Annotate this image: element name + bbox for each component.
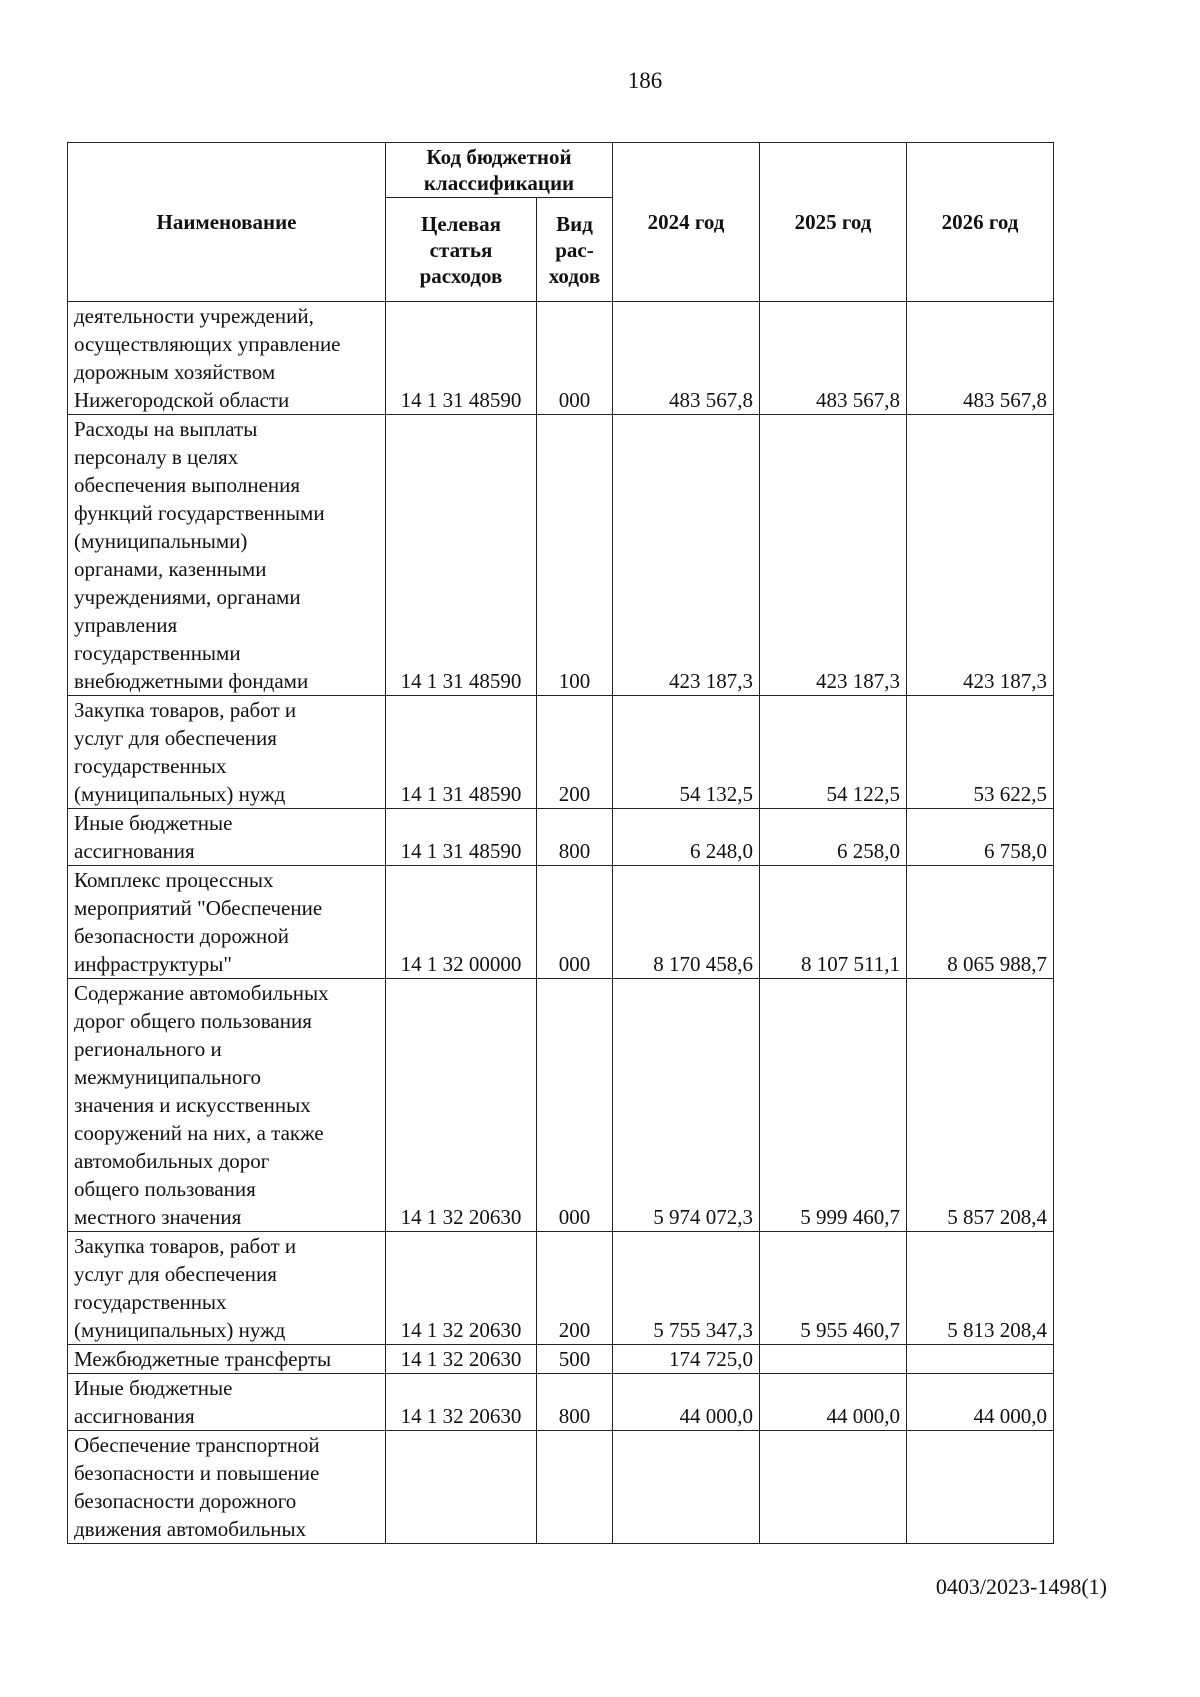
table-row: [68, 979, 1054, 1232]
header-year-2025: 2025 год: [760, 143, 907, 302]
row-2025-cell: 8 107 511,1: [760, 866, 907, 979]
header-year-2026: 2026 год: [907, 143, 1054, 302]
row-2025-cell: 5 955 460,7: [760, 1232, 907, 1345]
row-name-cell: Иные бюджетные ассигнования: [68, 1374, 386, 1431]
row-2026-cell: [907, 1431, 1054, 1544]
row-target-article-cell: 14 1 32 20630: [386, 979, 537, 1232]
row-2025-cell: 44 000,0: [760, 1374, 907, 1431]
row-2024-cell: 44 000,0: [613, 1374, 760, 1431]
row-2024-cell: 5 974 072,3: [613, 979, 760, 1232]
row-target-article-cell: 14 1 31 48590: [386, 302, 537, 415]
row-2024-cell: 6 248,0: [613, 809, 760, 866]
row-target-article-cell: 14 1 31 48590: [386, 809, 537, 866]
row-2024-cell: [613, 1431, 760, 1544]
row-expense-kind-cell: 800: [537, 1374, 613, 1431]
row-2024-cell: 8 170 458,6: [613, 866, 760, 979]
row-2024-cell: 483 567,8: [613, 302, 760, 415]
row-name-cell: Закупка товаров, работ и услуг для обеспечения государственных (муниципальных) нужд: [68, 1232, 386, 1345]
row-2026-cell: 44 000,0: [907, 1374, 1054, 1431]
row-2025-cell: 5 999 460,7: [760, 979, 907, 1232]
row-name-cell: Обеспечение транспортной безопасности и повышение безопасности дорожного движения автомобильных: [68, 1431, 386, 1544]
table-row: [68, 1232, 1054, 1345]
row-name-cell: Межбюджетные трансферты: [68, 1345, 386, 1374]
row-2026-cell: 5 857 208,4: [907, 979, 1054, 1232]
table-row: [68, 1431, 1054, 1544]
row-expense-kind-cell: 000: [537, 979, 613, 1232]
row-2024-cell: 423 187,3: [613, 415, 760, 696]
page-number: 186: [627, 68, 663, 93]
header-year-2024: 2024 год: [613, 143, 760, 302]
row-2025-cell: 6 258,0: [760, 809, 907, 866]
row-expense-kind-cell: 800: [537, 809, 613, 866]
row-2025-cell: 54 122,5: [760, 696, 907, 809]
row-expense-kind-cell: 000: [537, 302, 613, 415]
row-target-article-cell: [386, 1431, 537, 1544]
table-row: [68, 1374, 1054, 1431]
row-2026-cell: [907, 1345, 1054, 1374]
row-target-article-cell: 14 1 32 00000: [386, 866, 537, 979]
row-2024-cell: 5 755 347,3: [613, 1232, 760, 1345]
row-expense-kind-cell: 200: [537, 1232, 613, 1345]
row-2025-cell: 483 567,8: [760, 302, 907, 415]
document-code: 0403/2023-1498(1): [935, 1574, 1107, 1599]
row-name-cell: деятельности учреждений, осуществляющих управление дорожным хозяйством Нижегородской области: [68, 302, 386, 415]
row-2026-cell: 423 187,3: [907, 415, 1054, 696]
row-2026-cell: 53 622,5: [907, 696, 1054, 809]
row-2026-cell: 483 567,8: [907, 302, 1054, 415]
row-expense-kind-cell: [537, 1431, 613, 1544]
table-row: [68, 302, 1054, 415]
table-row: [68, 696, 1054, 809]
row-target-article-cell: 14 1 32 20630: [386, 1374, 537, 1431]
row-2025-cell: [760, 1345, 907, 1374]
row-name-cell: Закупка товаров, работ и услуг для обеспечения государственных (муниципальных) нужд: [68, 696, 386, 809]
table-row: [68, 866, 1054, 979]
row-name-cell: Расходы на выплаты персоналу в целях обеспечения выполнения функций государственными (муниципальными) органами, казенными учреждениями, органами управления государственными внебюджетными фондами: [68, 415, 386, 696]
table-row: [68, 415, 1054, 696]
row-2024-cell: 174 725,0: [613, 1345, 760, 1374]
header-target-article: Целевая статья расходов: [386, 198, 537, 302]
row-expense-kind-cell: 500: [537, 1345, 613, 1374]
header-expense-kind: Вид рас-ходов: [537, 198, 613, 302]
table-body: [68, 302, 1054, 1544]
row-2026-cell: 8 065 988,7: [907, 866, 1054, 979]
row-expense-kind-cell: 200: [537, 696, 613, 809]
row-2025-cell: [760, 1431, 907, 1544]
row-target-article-cell: 14 1 32 20630: [386, 1345, 537, 1374]
table-row: [68, 809, 1054, 866]
row-target-article-cell: 14 1 31 48590: [386, 696, 537, 809]
row-2025-cell: 423 187,3: [760, 415, 907, 696]
row-name-cell: Содержание автомобильных дорог общего пользования регионального и межмуниципального значения и искусственных сооружений на них, а также автомобильных дорог общего пользования местного значения: [68, 979, 386, 1232]
row-expense-kind-cell: 100: [537, 415, 613, 696]
header-name: Наименование: [68, 143, 386, 302]
row-expense-kind-cell: 000: [537, 866, 613, 979]
row-name-cell: Иные бюджетные ассигнования: [68, 809, 386, 866]
row-target-article-cell: 14 1 32 20630: [386, 1232, 537, 1345]
table-row: [68, 1345, 1054, 1374]
budget-table: [67, 142, 1054, 1544]
row-2026-cell: 6 758,0: [907, 809, 1054, 866]
row-2024-cell: 54 132,5: [613, 696, 760, 809]
row-name-cell: Комплекс процессных мероприятий "Обеспечение безопасности дорожной инфраструктуры": [68, 866, 386, 979]
header-budget-code: Код бюджетной классификации: [386, 143, 613, 198]
row-target-article-cell: 14 1 31 48590: [386, 415, 537, 696]
row-2026-cell: 5 813 208,4: [907, 1232, 1054, 1345]
